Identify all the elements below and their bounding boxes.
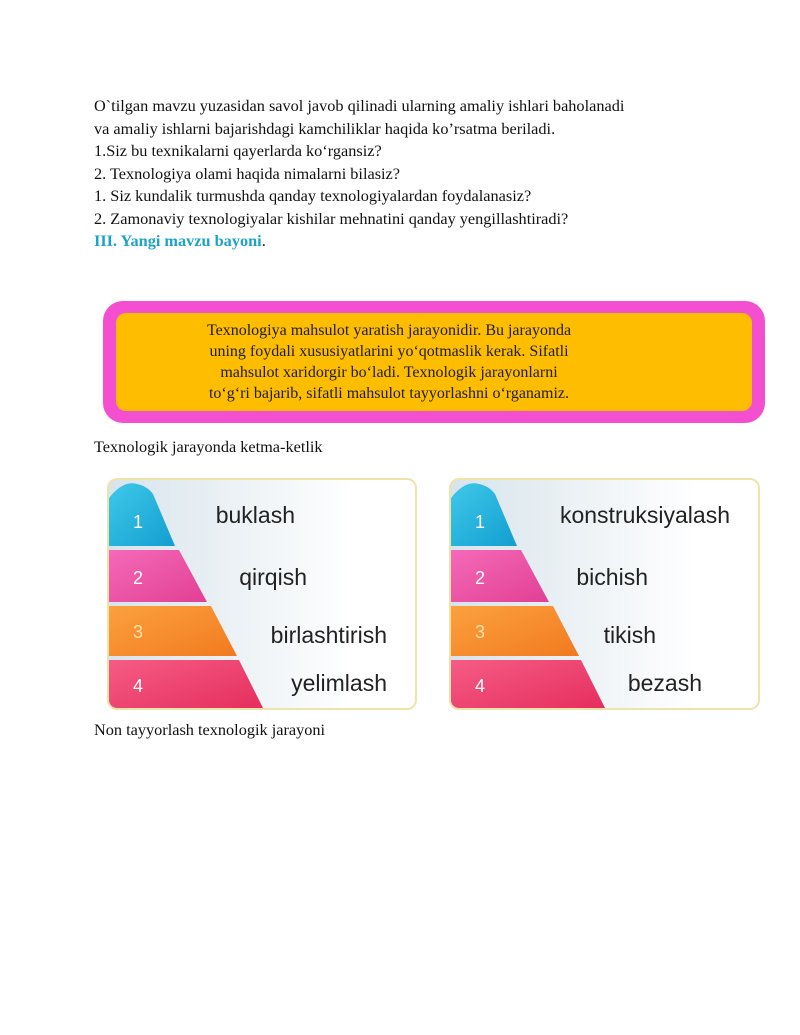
pyramid-left-step-2-shape xyxy=(109,550,207,602)
question-1: 1.Siz bu texnikalarni qayerlarda ko‘rgansiz? xyxy=(94,141,382,160)
callout-line-1: Texnologiya mahsulot yaratish jarayonidir. Bu jarayonda xyxy=(206,322,572,339)
pyramid-right-label-3: tikish xyxy=(603,622,656,648)
pyramid-left-num-3: 3 xyxy=(133,622,144,642)
pyramid-left-label-1: buklash xyxy=(215,502,295,528)
pyramid-left-label-2: qirqish xyxy=(239,564,307,590)
caption-bread: Non tayyorlash texnologik jarayoni xyxy=(94,720,326,739)
pyramid-card-right xyxy=(449,478,760,710)
callout-inner xyxy=(116,313,752,411)
pyramid-right-num-4: 4 xyxy=(475,676,486,696)
callout-line-2: uning foydali xususiyatlarini yo‘qotmaslik kerak. Sifatli xyxy=(209,343,569,360)
pyramid-right-step-2-shape xyxy=(451,550,549,602)
pyramid-right-label-1: konstruksiyalash xyxy=(559,502,730,528)
section-heading-line xyxy=(94,230,734,253)
question-4: 2. Zamonaviy texnologiyalar kishilar mehnatini qanday yengillashtiradi? xyxy=(94,208,569,228)
definition-callout xyxy=(103,301,765,423)
pyramid-right-num-2: 2 xyxy=(475,568,486,588)
callout-text xyxy=(154,320,624,404)
intro-line-2: va amaliy ishlarni bajarishdagi kamchiliklar haqida ko’rsatma beriladi. xyxy=(94,118,556,138)
pyramid-card-left xyxy=(107,478,417,710)
question-3: 1. Siz kundalik turmushda qanday texnologiyalardan foydalanasiz? xyxy=(94,186,532,205)
callout-line-4: to‘g‘ri bajarib, sifatli mahsulot tayyorlashni o‘rganamiz. xyxy=(208,385,570,402)
question-2: 2. Texnologiya olami haqida nimalarni bilasiz? xyxy=(94,163,401,183)
pyramid-right-num-3: 3 xyxy=(475,622,486,642)
intro-line-1: O`tilgan mavzu yuzasidan savol javob qilinadi ularning amaliy ishlari baholanadi xyxy=(94,96,625,115)
pyramid-left-label-4: yelimlash xyxy=(291,670,387,696)
pyramid-left-num-1: 1 xyxy=(133,512,144,532)
pyramid-right-step-3-shape xyxy=(451,606,579,656)
section-heading: III. Yangi mavzu bayoni xyxy=(94,231,262,250)
pyramid-right-label-2: bichish xyxy=(576,564,648,590)
pyramid-right-label-4: bezash xyxy=(627,670,702,696)
callout-line-3: mahsulot xaridorgir bo‘ladi. Texnologik jarayonlarni xyxy=(220,364,558,381)
pyramid-right-num-1: 1 xyxy=(475,512,486,532)
pyramid-left-num-4: 4 xyxy=(133,676,144,696)
pyramid-left-label-3: birlashtirish xyxy=(270,622,387,648)
pyramid-left-step-3-shape xyxy=(109,606,237,656)
caption-sequence: Texnologik jarayonda ketma-ketlik xyxy=(94,437,323,456)
intro-paragraph xyxy=(94,95,734,253)
section-heading-dot: . xyxy=(261,231,266,250)
pyramid-left-num-2: 2 xyxy=(133,568,144,588)
